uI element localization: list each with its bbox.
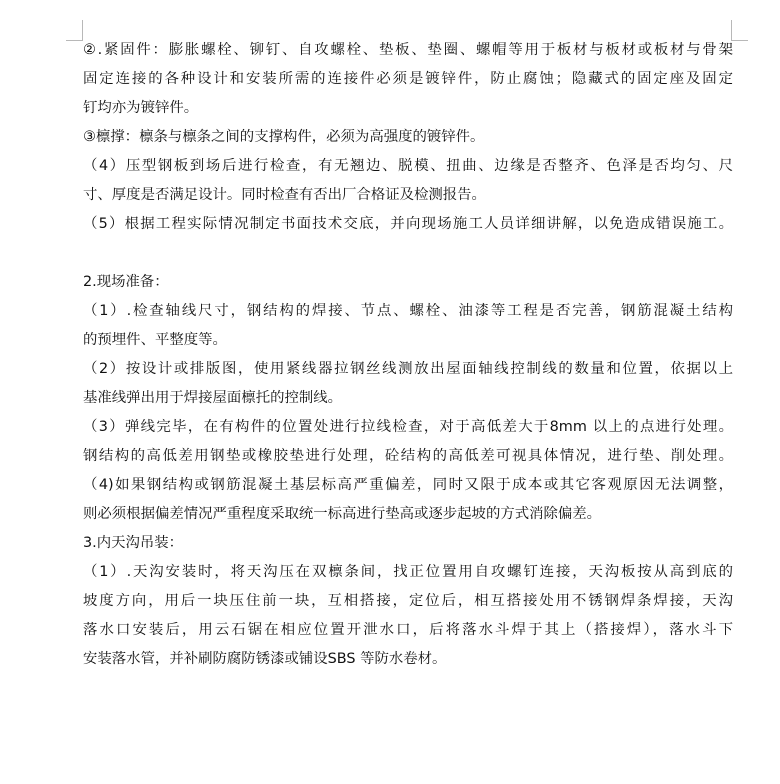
text-line: 落水口安装后，用云石锯在相应位置开泄水口，后将落水斗焊于其上（搭接焊），落水斗下 [83, 622, 733, 638]
text-line: （4)如果钢结构或钢筋混凝土基层标高严重偏差，同时又限于成本或其它客观原因无法调整， [83, 477, 733, 493]
text-line: 固定连接的各种设计和安装所需的连接件必须是镀锌件，防止腐蚀；隐藏式的固定座及固定 [83, 71, 733, 87]
text-line: 安装落水管，并补刷防腐防锈漆或铺设SBS 等防水卷材。 [83, 651, 447, 667]
text-line: （1）.天沟安装时，将天沟压在双檩条间，找正位置用自攻螺钉连接，天沟板按从高到底的 [83, 564, 733, 580]
text-line: 坡度方向，用后一块压住前一块，互相搭接，定位后，相互搭接处用不锈钢焊条焊接，天沟 [83, 593, 733, 609]
text-line: 基准线弹出用于焊接屋面檩托的控制线。 [83, 390, 343, 406]
blank-line [83, 239, 733, 268]
text-line: （3）弹线完毕，在有构件的位置处进行拉线检查，对于高低差大于8mm 以上的点进行处理。 [83, 419, 733, 435]
text-line: 寸、厚度是否满足设计。同时检查有否出厂合格证及检测报告。 [83, 187, 486, 203]
text-line: 则必须根据偏差情况严重程度采取统一标高进行垫高或逐步起坡的方式消除偏差。 [83, 506, 602, 522]
document-body [83, 36, 733, 674]
text-line: （1）.检查轴线尺寸，钢结构的焊接、节点、螺栓、油漆等工程是否完善，钢筋混凝土结构 [83, 303, 733, 319]
text-line: （4）压型钢板到场后进行检查，有无翘边、脱模、扭曲、边缘是否整齐、色泽是否均匀、尺 [83, 158, 733, 174]
text-line: ②.紧固件：膨胀螺栓、铆钉、自攻螺栓、垫板、垫圈、螺帽等用于板材与板材或板材与骨架 [83, 42, 733, 58]
text-line: 钢结构的高低差用钢垫或橡胶垫进行处理，砼结构的高低差可视具体情况，进行垫、削处理。 [83, 448, 733, 464]
text-line: 的预埋件、平整度等。 [83, 332, 227, 348]
text-line: （2）按设计或排版图，使用紧线器拉钢丝线测放出屋面轴线控制线的数量和位置，依据以上 [83, 361, 733, 377]
text-line: 2.现场准备： [83, 274, 169, 290]
page-corner-mark-left [66, 20, 83, 41]
text-line: 3.内天沟吊装： [83, 535, 184, 551]
text-line: 钉均亦为镀锌件。 [83, 100, 199, 116]
page-corner-mark-right [731, 20, 748, 41]
text-line: （5）根据工程实际情况制定书面技术交底，并向现场施工人员详细讲解，以免造成错误施工。 [83, 216, 733, 232]
text-line: ③檩撑：檩条与檩条之间的支撑构件，必须为高强度的镀锌件。 [83, 129, 485, 145]
